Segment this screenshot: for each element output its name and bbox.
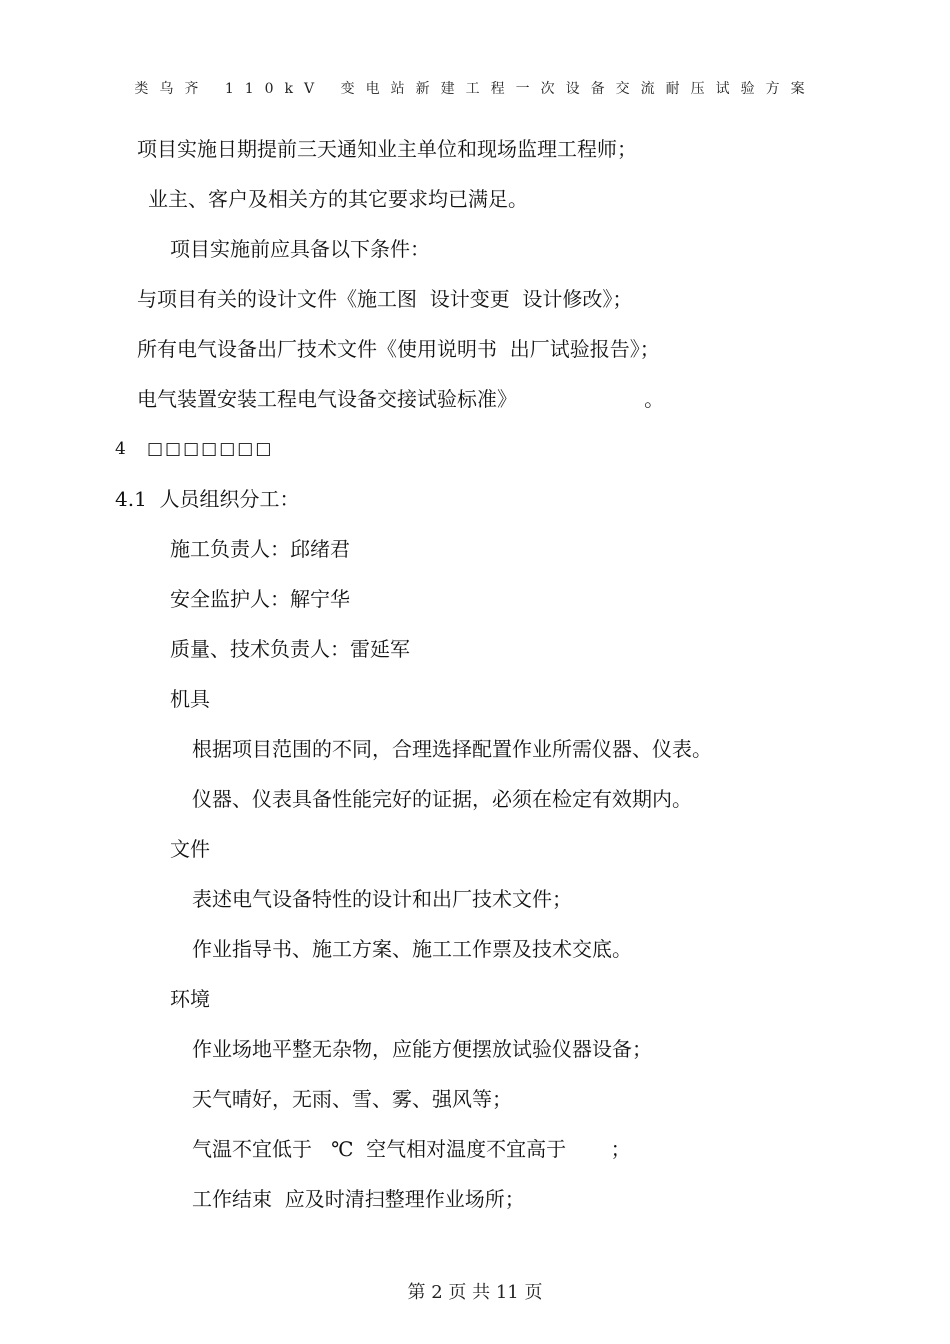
paragraph-line-5: 所有电气设备出厂技术文件《使用说明书 出厂试验报告》； <box>137 337 660 361</box>
paragraph-line-3: 项目实施前应具备以下条件： <box>170 237 430 261</box>
section-4-number: 4 <box>115 439 126 459</box>
page-number: 第 2 页 共 11 页 <box>407 1282 543 1303</box>
list-item: 工作结束 应及时清扫整理作业场所； <box>192 1187 525 1211</box>
list-item: 气温不宜低于 ℃ 空气相对温度不宜高于 ； <box>192 1137 631 1161</box>
list-item: 作业指导书、施工方案、施工工作票及技术交底。 <box>192 937 632 961</box>
paragraph-line-6: 电气装置安装工程电气设备交接试验标准》 。 <box>137 387 665 411</box>
list-item: 质量、技术负责人：雷延军 <box>170 637 410 661</box>
paragraph-line-2: 业主、客户及相关方的其它要求均已满足。 <box>148 187 528 211</box>
section-4-1-heading: 4.1 人员组织分工： <box>115 487 300 511</box>
list-item: 施工负责人：邱绪君 <box>170 537 350 561</box>
document-header: 类乌齐 110kV 变电站新建工程一次设备交流耐压试验方案 <box>134 81 816 97</box>
paragraph-line-1: 项目实施日期提前三天通知业主单位和现场监理工程师； <box>137 137 637 161</box>
subheading-documents: 文件 <box>170 837 210 861</box>
paragraph-line-4: 与项目有关的设计文件《施工图 设计变更 设计修改》； <box>137 287 633 311</box>
list-item: 表述电气设备特性的设计和出厂技术文件； <box>192 887 572 911</box>
list-item: 根据项目范围的不同，合理选择配置作业所需仪器、仪表。 <box>192 737 712 761</box>
subheading-environment: 环境 <box>170 987 210 1011</box>
list-item: 安全监护人：解宁华 <box>170 587 350 611</box>
list-item: 天气晴好，无雨、雪、雾、强风等； <box>192 1087 512 1111</box>
list-item: 作业场地平整无杂物，应能方便摆放试验仪器设备； <box>192 1037 652 1061</box>
list-item: 仪器、仪表具备性能完好的证据，必须在检定有效期内。 <box>192 787 692 811</box>
subheading-tools: 机具 <box>170 687 210 711</box>
section-4-title: □□□□□□□ <box>147 439 274 459</box>
